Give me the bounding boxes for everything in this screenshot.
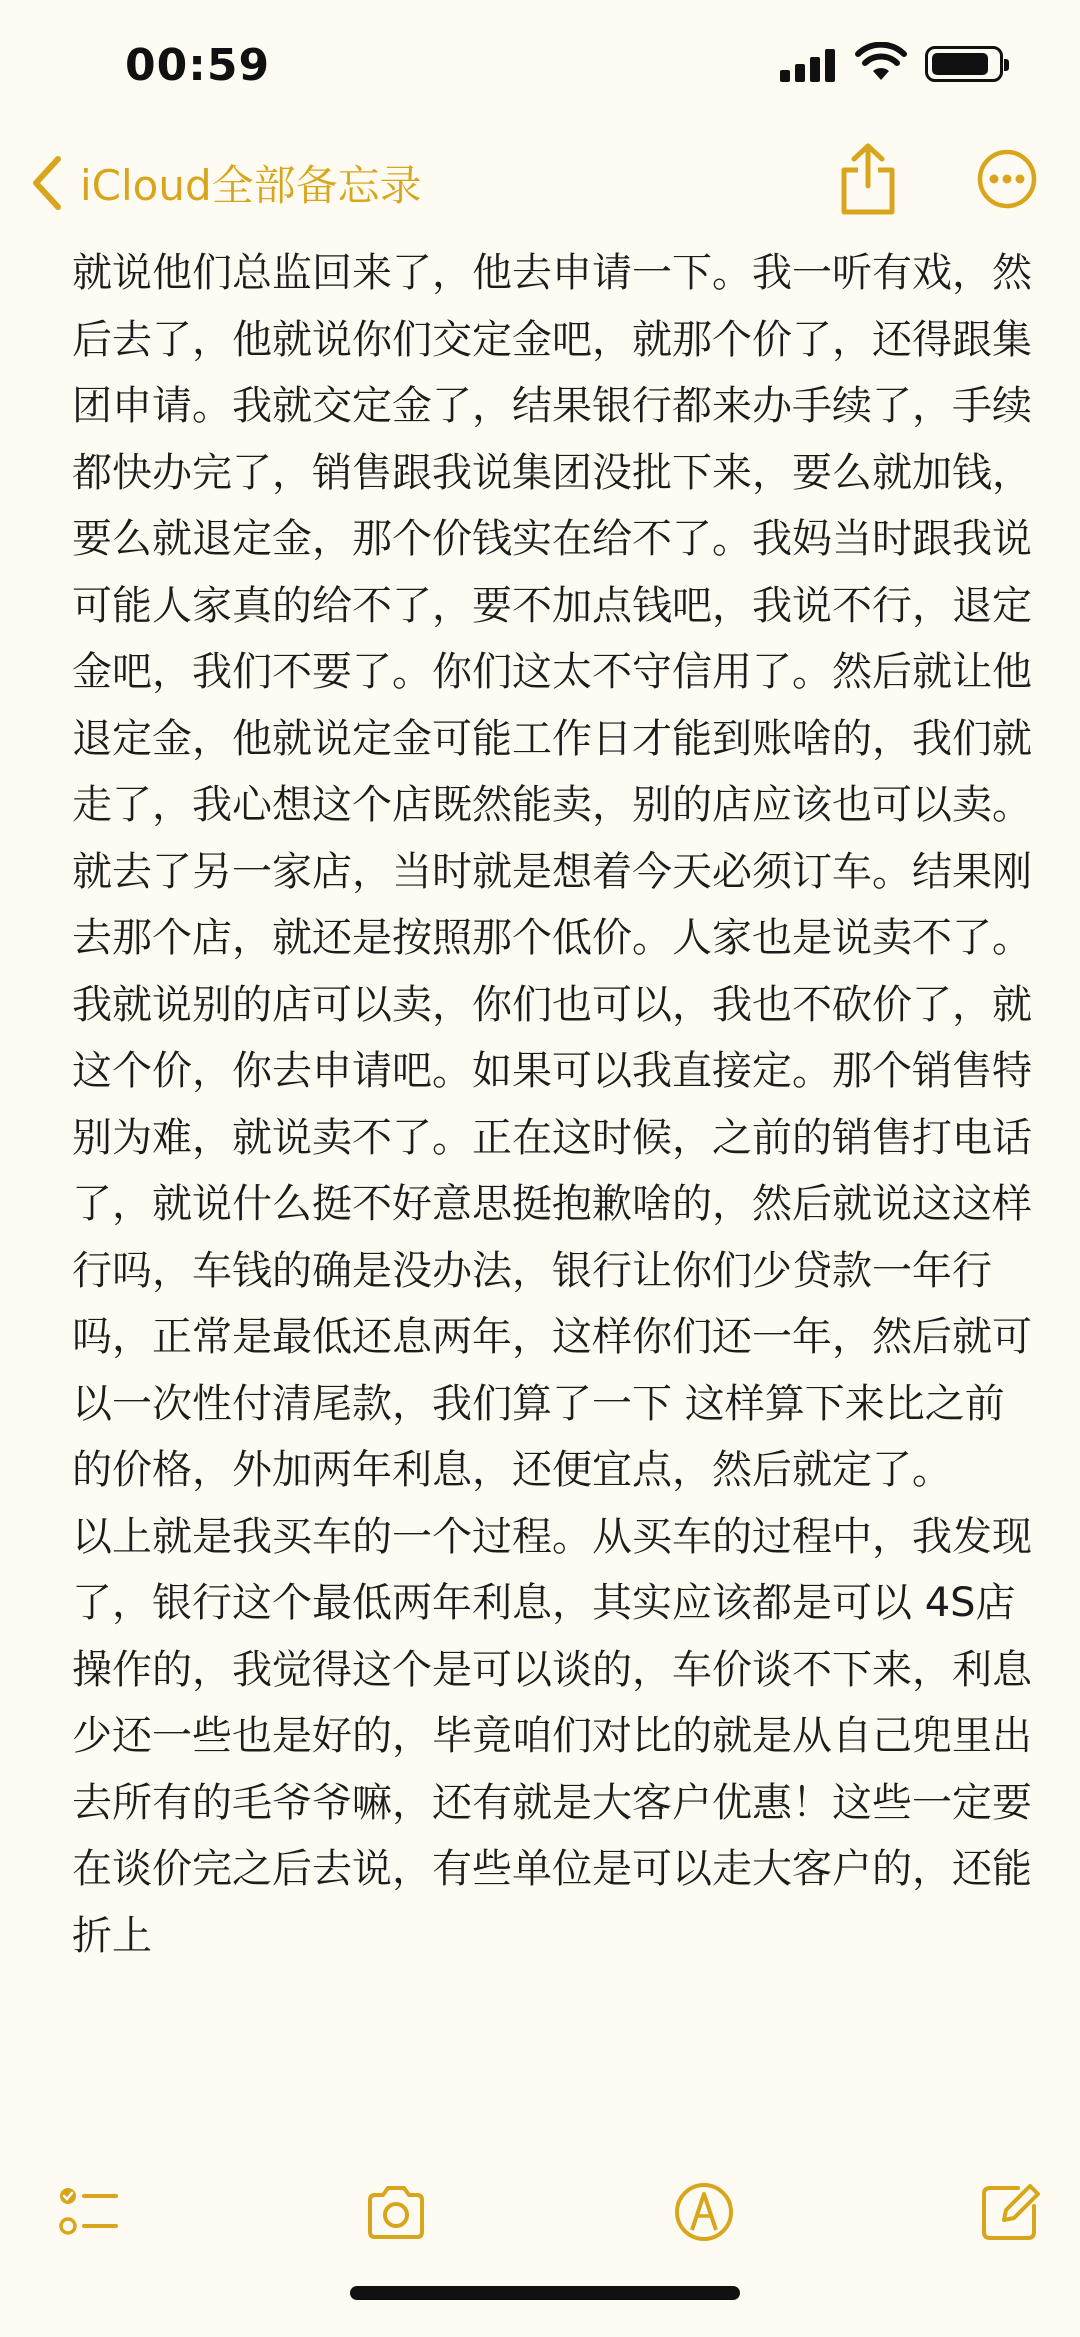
checklist-button[interactable]: [56, 2180, 120, 2248]
back-button[interactable]: [30, 148, 422, 218]
camera-icon: [364, 2180, 428, 2244]
cellular-signal-icon: [780, 48, 838, 82]
more-options-icon[interactable]: [976, 148, 1038, 210]
camera-button[interactable]: [364, 2180, 428, 2248]
checklist-icon: [56, 2180, 120, 2244]
chevron-left-icon: [30, 155, 64, 211]
status-time: 00:59: [125, 40, 271, 91]
scroll-fade: [0, 2090, 1080, 2150]
back-label: iCloud全部备忘录: [80, 161, 422, 210]
battery-icon: [925, 46, 1003, 82]
bottom-toolbar: [0, 2150, 1080, 2337]
note-text[interactable]: 就说他们总监回来了，他去申请一下。我一听有戏，然后去了，他就说你们交定金吧，就那个价了，还得跟集团申请。我就交定金了，结果银行都来办手续了，手续都快办完了，销售跟我说集团没批下来，要么就加钱，要么就退定金，那个价钱实在给不了。我妈当时跟我说可能人家真的给不了，要不加点钱吧，我说不行，退定金吧，我们不要了。你们这太不守信用了。然后就让他退定金，他就说定金可能工作日才能到账啥的，我们就走了，我心想这个店既然能卖，别的店应该也可以卖。就去了另一家店，当时就是想着今天必须订车。结果刚去那个店，就还是按照那个低价。人家也是说卖不了。我就说别的店可以卖，你们也可以，我也不砍价了，就这个价，你去申请吧。如果可以我直接定。那个销售特别为难，就说卖不了。正在这时候，之前的销售打电话了，就说什么挺不好意思挺抱歉啥的，然后就说这这样行吗，车钱的确是没办法，银行让你们少贷款一年行吗，正常是最低还息两年，这样你们还一年，然后就可以一次性付清尾款，我们算了一下 这样算下来比之前的价格，外加两年利息，还便宜点，然后就定了。 以上就是我买车的一个过程。从买车的过程中，我发现了，银行这个最低两年利息，其实应该都是可以 4S店操作的，我觉得这个是可以谈的，车价谈不下来，利息少还一些也是好的，毕竟咱们对比的就是从自己兜里出去所有的毛爷爷嘛，还有就是大客户优惠！这些一定要在谈价完之后去说，有些单位是可以走大客户的，还能折上: [72, 250, 1032, 1959]
share-icon[interactable]: [836, 142, 900, 216]
home-indicator[interactable]: [350, 2286, 740, 2300]
status-bar: [0, 0, 1080, 130]
markup-button[interactable]: [672, 2180, 736, 2248]
compose-icon: [978, 2180, 1042, 2244]
nav-bar: [0, 130, 1080, 240]
compose-button[interactable]: [978, 2180, 1042, 2248]
wifi-icon: [855, 42, 907, 82]
markup-pen-icon: [672, 2180, 736, 2244]
